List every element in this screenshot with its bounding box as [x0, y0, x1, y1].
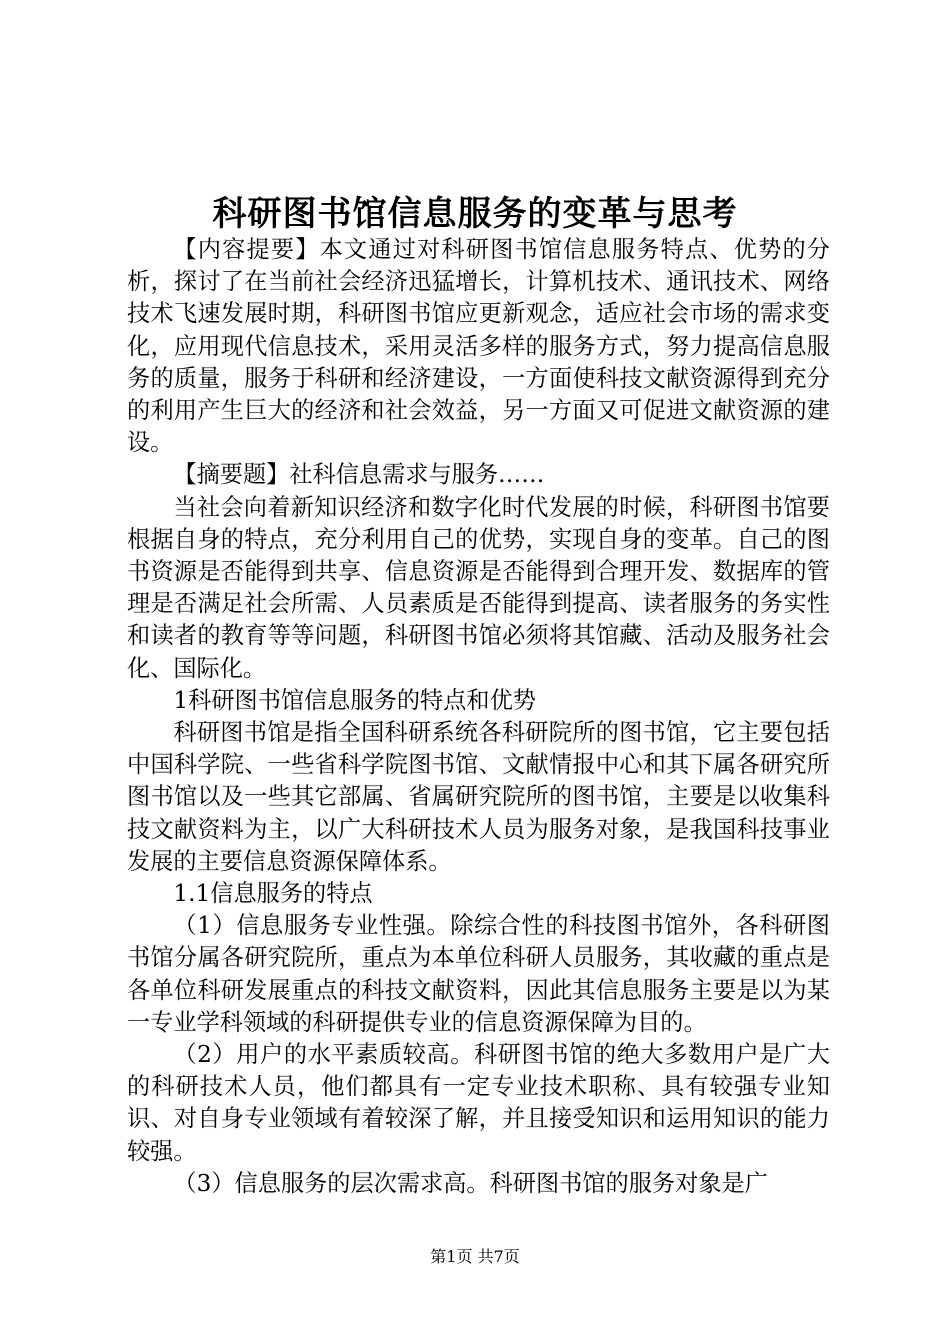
document-body	[127, 234, 830, 1200]
document-title: 科研图书馆信息服务的变革与思考	[212, 194, 738, 234]
list-item-1: （1）信息服务专业性强。除综合性的科技图书馆外，各科研图书馆分属各研究院所，重点为本单位科研人员服务，其收藏的重点是各单位科研发展重点的科技文献资料，因此其信息服务主要是以为某一专业学科领域的科研提供专业的信息资源保障为目的。	[127, 912, 830, 1036]
abstract-topic-paragraph: 【摘要题】社科信息需求与服务……	[173, 461, 545, 489]
abstract-paragraph: 【内容提要】本文通过对科研图书馆信息服务特点、优势的分析，探讨了在当前社会经济迅猛增长，计算机技术、通讯技术、网络技术飞速发展时期，科研图书馆应更新观念，适应社会市场的需求变化，应用现代信息技术，采用灵活多样的服务方式，努力提高信息服务的质量，服务于科研和经济建设，一方面使科技文献资源得到充分的利用产生巨大的经济和社会效益，另一方面又可促进文献资源的建设。	[127, 236, 830, 457]
section-heading-1: 1科研图书馆信息服务的特点和优势	[173, 686, 536, 714]
section-1-paragraph: 科研图书馆是指全国科研系统各科研院所的图书馆，它主要包括中国科学院、一些省科学院图书馆、文献情报中心和其下属各研究所图书馆以及一些其它部属、省属研究院所的图书馆，主要是以收集科技文献资料为主，以广大科研技术人员为服务对象，是我国科技事业发展的主要信息资源保障体系。	[127, 719, 830, 875]
list-item-2: （2）用户的水平素质较高。科研图书馆的绝大多数用户是广大的科研技术人员，他们都具有一定专业技术职称、具有较强专业知识、对自身专业领域有着较深了解，并且接受知识和运用知识的能力较强。	[127, 1041, 830, 1165]
intro-paragraph: 当社会向着新知识经济和数字化时代发展的时候，科研图书馆要根据自身的特点，充分利用自己的优势，实现自身的变革。自己的图书资源是否能得到共享、信息资源是否能得到合理开发、数据库的管理是否满足社会所需、人员素质是否能得到提高、读者服务的务实性和读者的教育等等问题，科研图书馆必须将其馆藏、活动及服务社会化、国际化。	[127, 493, 830, 682]
page-footer: 第1页 共7页	[430, 1247, 520, 1266]
list-item-3: （3）信息服务的层次需求高。科研图书馆的服务对象是广	[173, 1169, 768, 1197]
section-heading-1-1: 1.1信息服务的特点	[173, 880, 373, 908]
